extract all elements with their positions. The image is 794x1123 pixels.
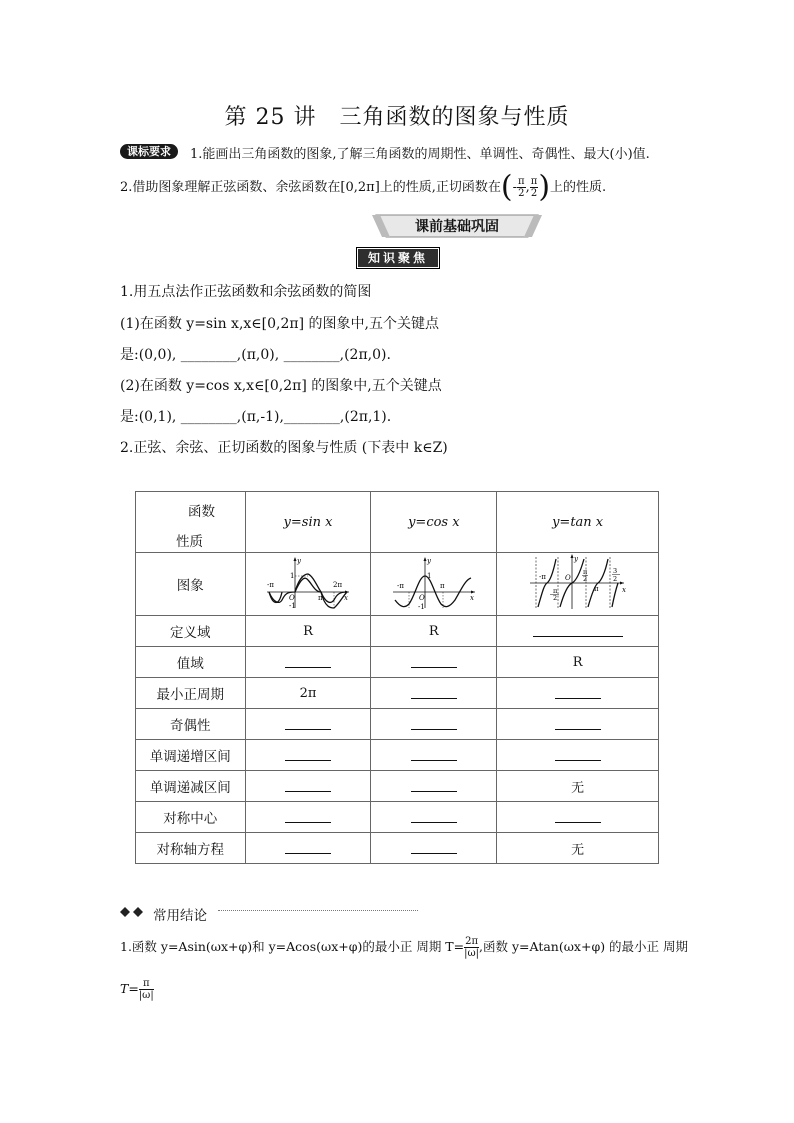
cos-graph xyxy=(391,554,477,610)
answer-blank[interactable] xyxy=(285,812,331,823)
frac-den: 2 xyxy=(518,188,525,199)
period-cos-blank[interactable] xyxy=(371,678,497,709)
table-row-center xyxy=(136,802,659,833)
row-label: 定义域 xyxy=(136,616,246,647)
range-cos-blank[interactable] xyxy=(371,647,497,678)
domain-sin: R xyxy=(245,616,371,647)
range-sin-blank[interactable] xyxy=(245,647,371,678)
parity-sin-blank[interactable] xyxy=(245,709,371,740)
row-label: 单调递减区间 xyxy=(136,771,246,802)
fraction-2pi-omega xyxy=(464,936,479,959)
cos-origin-label: O xyxy=(418,594,425,602)
col-header-sin: y=sin x xyxy=(245,492,371,553)
cos-y-label: y xyxy=(426,557,431,565)
axis-cos-blank[interactable] xyxy=(371,833,497,864)
properties-table xyxy=(135,491,659,864)
diamond-bullets-icon xyxy=(120,906,150,918)
table-row-parity xyxy=(136,709,659,740)
frac-den: 2 xyxy=(530,188,538,199)
table-row-period xyxy=(136,678,659,709)
sin-neg-one-label: -1 xyxy=(288,602,296,610)
answer-blank[interactable] xyxy=(285,843,331,854)
answer-blank[interactable] xyxy=(555,719,601,730)
tan-neg-pi-label: -π xyxy=(538,573,546,581)
center-tan-blank[interactable] xyxy=(497,802,659,833)
tan-y-label: y xyxy=(573,555,578,563)
cos-neg-one-label: -1 xyxy=(417,603,425,610)
frac-num: π xyxy=(518,176,525,187)
conclusion-1-cont xyxy=(120,978,154,1001)
period-sin: 2π xyxy=(245,678,371,709)
dotted-divider xyxy=(218,910,418,911)
col-header-cos: y=cos x xyxy=(371,492,497,553)
center-sin-blank[interactable] xyxy=(245,802,371,833)
frac-num: 2π xyxy=(465,936,479,947)
section1-p2a: (2)在函数 y=cos x,x∈[0,2π] 的图象中,五个关键点 xyxy=(120,378,442,394)
requirement-2-text-b: 上的性质. xyxy=(550,180,607,195)
section1-p1a: (1)在函数 y=sin x,x∈[0,2π] 的图象中,五个关键点 xyxy=(120,316,439,332)
conclusion-1-text-a: 1.函数 y=Asin(ωx+φ)和 y=Acos(ωx+φ)的最小正 周期 T= xyxy=(120,939,465,954)
sin-neg-pi-label: -π xyxy=(266,581,274,589)
row-label: 最小正周期 xyxy=(136,678,246,709)
tan-three-half-den: 2 xyxy=(612,575,617,583)
sin-pi-label: π xyxy=(317,594,323,602)
answer-blank[interactable] xyxy=(555,688,601,699)
right-paren: ) xyxy=(538,169,551,205)
domain-cos: R xyxy=(371,616,497,647)
tan-graph xyxy=(528,553,628,611)
answer-blank[interactable] xyxy=(285,750,331,761)
answer-blank[interactable] xyxy=(411,657,457,668)
cos-pi-label: π xyxy=(439,582,445,590)
table-row-decreasing xyxy=(136,771,659,802)
answer-blank[interactable] xyxy=(411,843,457,854)
table-header-row xyxy=(136,492,659,553)
section1-heading: 1.用五点法作正弦函数和余弦函数的简图 xyxy=(120,284,372,300)
fraction-pi-omega xyxy=(139,978,154,1001)
table-row-domain xyxy=(136,616,659,647)
inc-cos-blank[interactable] xyxy=(371,740,497,771)
knowledge-chip: 知识聚焦 xyxy=(356,247,440,269)
sin-graph-cell xyxy=(245,553,371,616)
parity-cos-blank[interactable] xyxy=(371,709,497,740)
tan-neg-half-pi-den: 2 xyxy=(552,594,557,602)
frac-num: π xyxy=(530,176,538,187)
row-label: 对称轴方程 xyxy=(136,833,246,864)
answer-blank[interactable] xyxy=(411,812,457,823)
tan-graph-cell xyxy=(497,553,659,616)
cos-neg-pi-label: -π xyxy=(396,582,404,590)
tan-half-pi-num: π xyxy=(582,568,587,576)
answer-blank[interactable] xyxy=(411,719,457,730)
corner-top: 函数 xyxy=(188,504,215,520)
axis-tan: 无 xyxy=(497,833,659,864)
section2-heading: 2.正弦、余弦、正切函数的图象与性质 (下表中 k∈Z) xyxy=(120,440,448,456)
frac-num: π xyxy=(139,978,154,990)
tan-x-label: x xyxy=(621,586,626,594)
row-label: 对称中心 xyxy=(136,802,246,833)
parity-tan-blank[interactable] xyxy=(497,709,659,740)
sin-one-label: 1 xyxy=(289,572,295,580)
col-header-tan: y=tan x xyxy=(497,492,659,553)
minus-sign: - xyxy=(512,180,518,195)
sin-origin-label: O xyxy=(288,594,295,602)
table-row-increasing xyxy=(136,740,659,771)
requirement-2-text-a: 2.借助图象理解正弦函数、余弦函数在[0,2π]上的性质,正切函数在 xyxy=(120,180,501,195)
tan-pi-label: π xyxy=(593,585,599,593)
tan-neg-half-pi-num: π xyxy=(552,587,557,595)
page-title: 第 25 讲 三角函数的图象与性质 xyxy=(224,105,570,130)
answer-blank[interactable] xyxy=(285,719,331,730)
row-label: 奇偶性 xyxy=(136,709,246,740)
dec-tan: 无 xyxy=(497,771,659,802)
range-tan: R xyxy=(497,647,659,678)
sin-y-label: y xyxy=(296,557,301,565)
sin-graph xyxy=(265,554,351,610)
cos-x-label: x xyxy=(469,594,474,602)
table-row-axis xyxy=(136,833,659,864)
section1-p2b: 是:(0,1), ________,(π,-1),________,(2π,1). xyxy=(120,409,392,425)
section-banner xyxy=(372,213,542,239)
requirement-2 xyxy=(120,169,607,205)
answer-blank[interactable] xyxy=(555,812,601,823)
table-corner-cell xyxy=(136,492,246,553)
frac-den: |ω| xyxy=(464,948,480,959)
comma: , xyxy=(525,180,530,195)
answer-blank[interactable] xyxy=(285,781,331,792)
inc-sin-blank[interactable] xyxy=(245,740,371,771)
row-label: 图象 xyxy=(136,553,246,616)
banner-text: 课前基础巩固 xyxy=(415,219,499,235)
answer-blank[interactable] xyxy=(411,781,457,792)
conclusions-heading: 常用结论 xyxy=(153,908,207,924)
tan-origin-label: O xyxy=(564,574,571,582)
conclusion-2-text-a: T= xyxy=(120,981,139,996)
answer-blank[interactable] xyxy=(533,626,623,637)
frac-den: |ω| xyxy=(138,990,154,1001)
answer-blank[interactable] xyxy=(411,750,457,761)
table-row-range xyxy=(136,647,659,678)
requirement-1: 1.能画出三角函数的图象,了解三角函数的周期性、单调性、奇偶性、最大(小)值. xyxy=(190,147,650,162)
tan-three-half-num: 3 xyxy=(612,567,617,575)
sin-x-label: x xyxy=(343,594,348,602)
fraction-neg-half-pi xyxy=(517,176,526,199)
axis-sin-blank[interactable] xyxy=(245,833,371,864)
dec-cos-blank[interactable] xyxy=(371,771,497,802)
tan-half-pi-den: 2 xyxy=(582,575,587,583)
conclusion-1 xyxy=(120,936,688,959)
answer-blank[interactable] xyxy=(285,657,331,668)
section1-p1b: 是:(0,0), ________,(π,0), ________,(2π,0). xyxy=(120,347,391,363)
inc-tan-blank[interactable] xyxy=(497,740,659,771)
dec-sin-blank[interactable] xyxy=(245,771,371,802)
row-label: 单调递增区间 xyxy=(136,740,246,771)
cos-graph-cell xyxy=(371,553,497,616)
sin-two-pi-label: 2π xyxy=(332,581,343,589)
cos-one-label: 1 xyxy=(426,572,432,580)
center-cos-blank[interactable] xyxy=(371,802,497,833)
conclusion-1-text-b: ,函数 y=Atan(ωx+φ) 的最小正 周期 xyxy=(479,939,689,954)
left-paren: ( xyxy=(500,169,513,205)
answer-blank[interactable] xyxy=(411,688,457,699)
row-label: 值域 xyxy=(136,647,246,678)
domain-tan-blank[interactable] xyxy=(497,616,659,647)
table-row-graph xyxy=(136,553,659,616)
corner-bottom: 性质 xyxy=(176,534,203,550)
requirements-badge: 课标要求 xyxy=(120,144,178,159)
period-tan-blank[interactable] xyxy=(497,678,659,709)
answer-blank[interactable] xyxy=(555,750,601,761)
